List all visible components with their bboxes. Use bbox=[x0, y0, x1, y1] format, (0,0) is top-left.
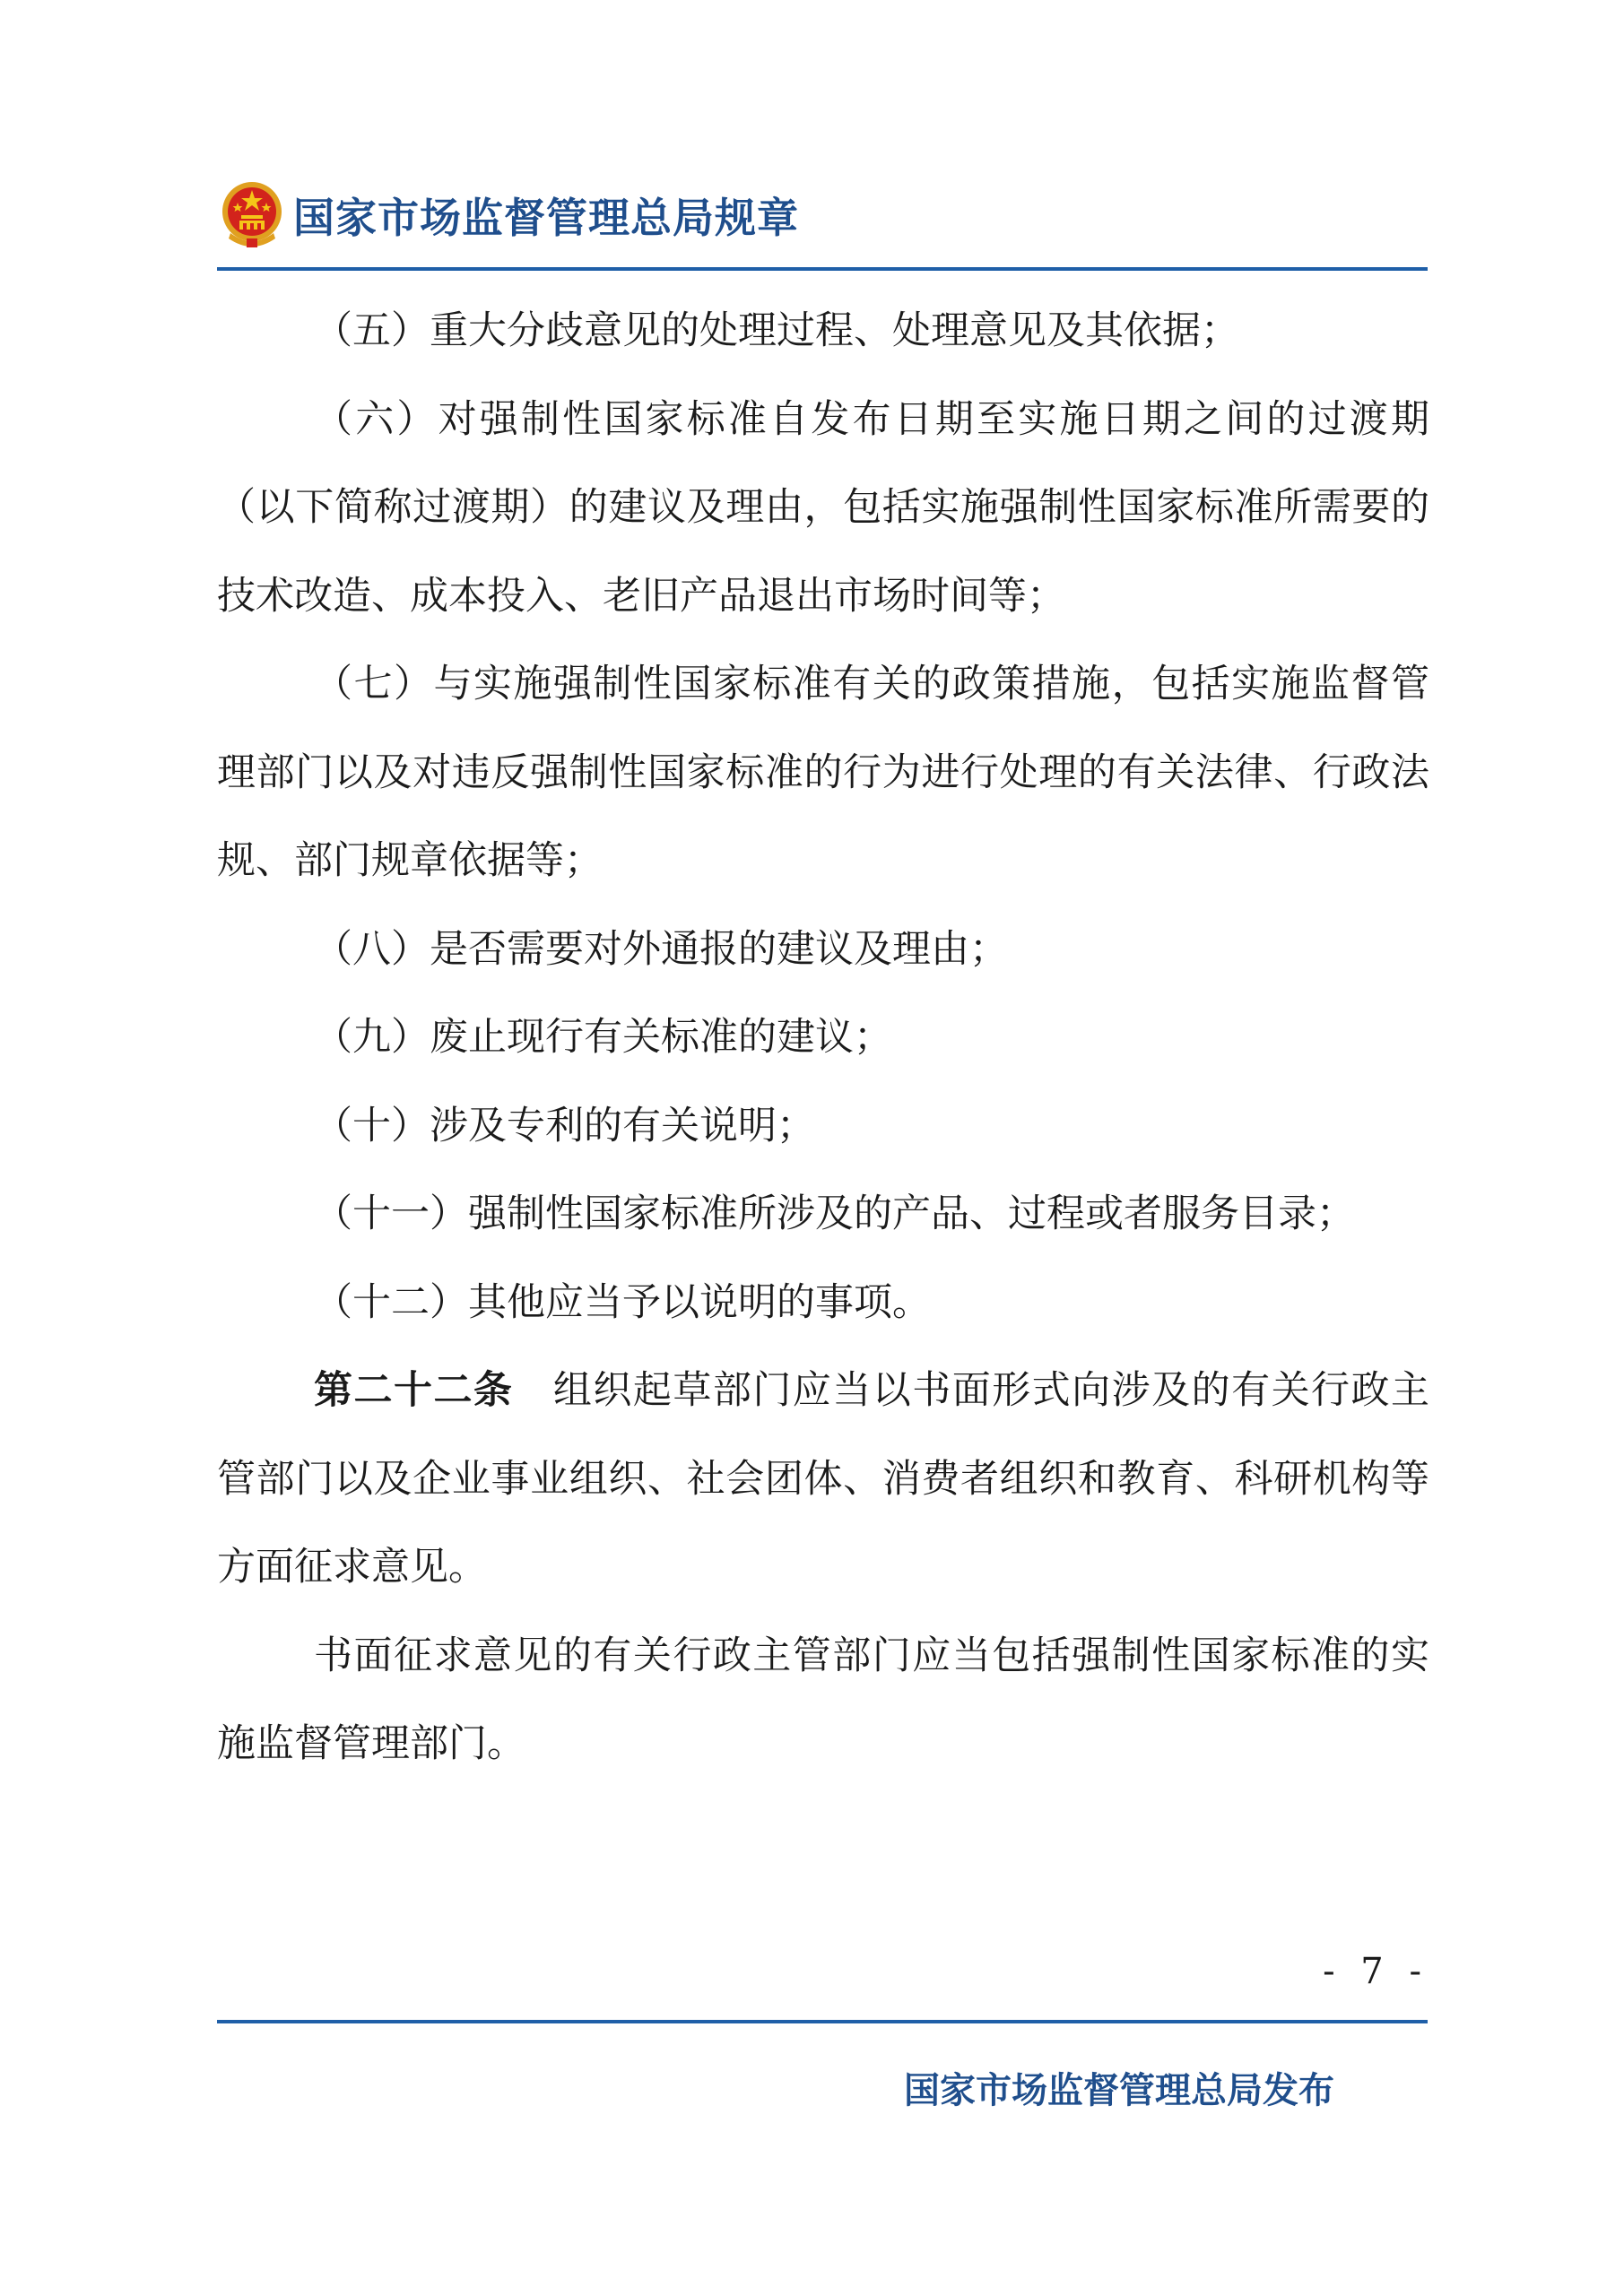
document-body bbox=[217, 287, 1429, 1789]
list-item: （十二）其他应当予以说明的事项。 bbox=[314, 1279, 931, 1325]
list-item: （九）废止现行有关标准的建议； bbox=[314, 1015, 892, 1060]
list-item: （六）对强制性国家标准自发布日期至实施日期之间的过渡期（以下简称过渡期）的建议及理由，包括实施强制性国家标准所需要的技术改造、成本投入、老旧产品退出市场时间等； bbox=[217, 396, 1429, 619]
list-item: （五）重大分歧意见的处理过程、处理意见及其依据； bbox=[314, 308, 1239, 353]
body-paragraph: 书面征求意见的有关行政主管部门应当包括强制性国家标准的实施监督管理部门。 bbox=[217, 1633, 1429, 1766]
header-divider bbox=[217, 267, 1428, 271]
page-header bbox=[220, 176, 799, 255]
list-item: （十）涉及专利的有关说明； bbox=[314, 1103, 815, 1148]
header-title: 国家市场监督管理总局规章 bbox=[293, 194, 799, 242]
footer-divider bbox=[217, 2020, 1428, 2023]
list-item: （七）与实施强制性国家标准有关的政策措施，包括实施监督管理部门以及对违反强制性国家标准的行为进行处理的有关法律、行政法规、部门规章依据等； bbox=[217, 662, 1429, 883]
footer-publisher: 国家市场监督管理总局发布 bbox=[904, 2070, 1334, 2111]
national-emblem-icon bbox=[220, 179, 284, 251]
list-item: （十一）强制性国家标准所涉及的产品、过程或者服务目录； bbox=[314, 1191, 1355, 1236]
list-item: （八）是否需要对外通报的建议及理由； bbox=[314, 926, 1008, 972]
article-number: 第二十二条 bbox=[314, 1368, 514, 1413]
article-text: 组织起草部门应当以书面形式向涉及的有关行政主管部门以及企业事业组织、社会团体、消费者组织和教育、科研机构等方面征求意见。 bbox=[217, 1368, 1430, 1590]
page-number: - 7 - bbox=[1323, 1951, 1429, 1992]
article-paragraph bbox=[217, 1347, 1429, 1612]
